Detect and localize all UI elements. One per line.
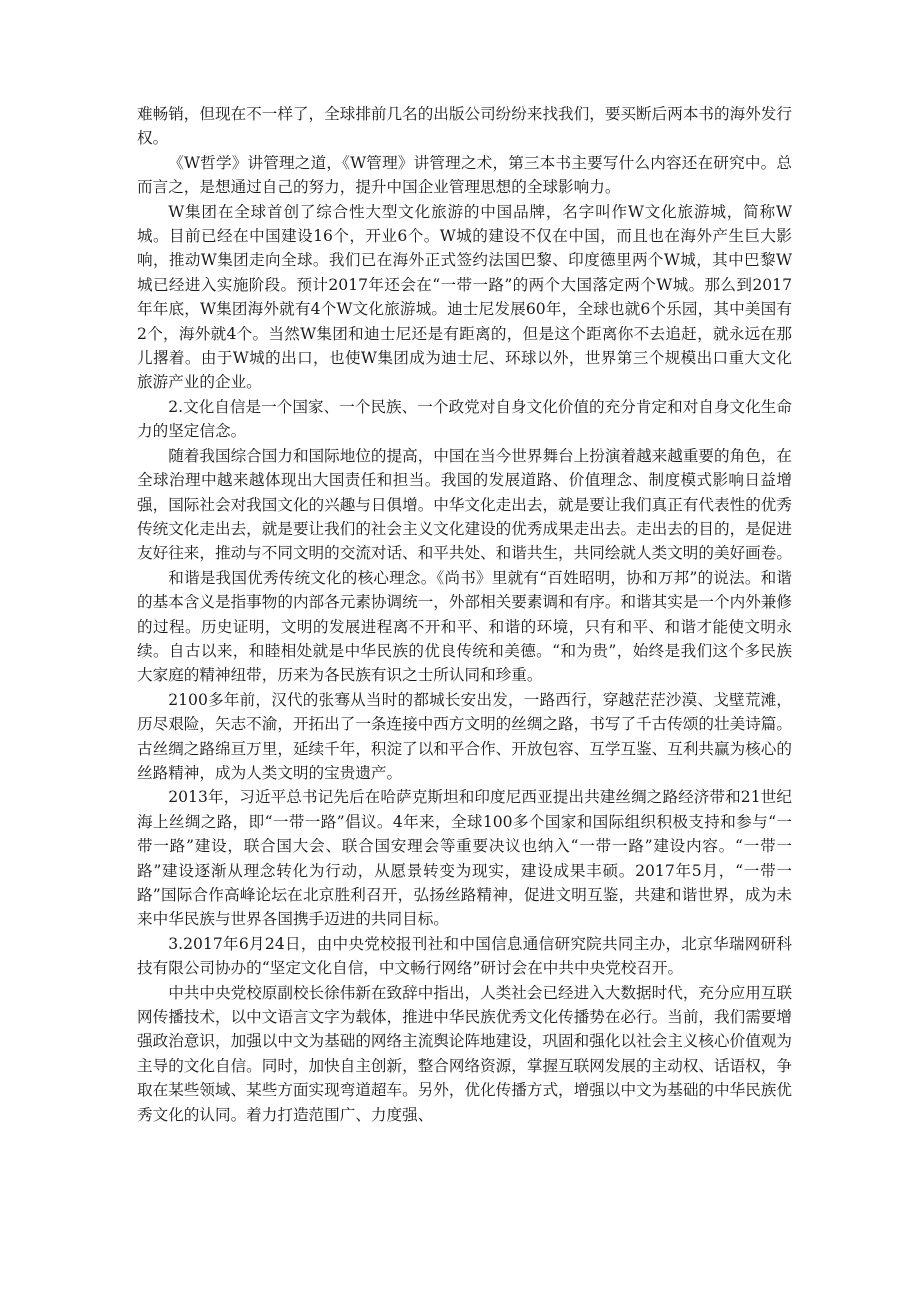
paragraph-silk-road-history: 2100多年前，汉代的张骞从当时的都城长安出发，一路西行，穿越茫茫沙漠、戈壁荒滩，历尽艰险，矢志不渝，开拓出了一条连接中西方文明的丝绸之路，书写了千古传颂的壮美诗篇。古丝绸之路绵亘万里，延续千年，积淀了以和平合作、开放包容、互学互鉴、互利共赢为核心的丝路精神，成为人类文明的宝贵遗产。 xyxy=(137,690,792,782)
document-page xyxy=(137,102,792,1127)
paragraph-w-philosophy: 《W哲学》讲管理之道，《W管理》讲管理之术，第三本书主要写什么内容还在研究中。总而言之，是想通过自己的努力，提升中国企业管理思想的全球影响力。 xyxy=(137,153,792,197)
paragraph-belt-and-road: 2013年，习近平总书记先后在哈萨克斯坦和印度尼西亚提出共建丝绸之路经济带和21世纪海上丝绸之路，即“一带一路”倡议。4年来，全球100多个国家和国际组织积极支持和参与“一带一路”建设，联合国大会、联合国安理会等重要决议也纳入“一带一路”建设内容。“一带一路”建设逐渐从理念转化为行动，从愿景转变为现实，建设成果丰硕。2017年5月，“一带一路”国际合作高峰论坛在北京胜利召开，弘扬丝路精神，促进文明互鉴，共建和谐世界，成为未来中华民族与世界各国携手迈进的共同目标。 xyxy=(137,788,792,929)
paragraph-speech: 中共中央党校原副校长徐伟新在致辞中指出，人类社会已经进入大数据时代，充分应用互联网传播技术，以中文语言文字为载体，推进中华民族优秀文化传播势在必行。当前，我们需要增强政治意识，加强以中文为基础的网络主流舆论阵地建设，巩固和强化以社会主义核心价值观为主导的文化自信。同时，加快自主创新，整合网络资源，掌握互联网发展的主动权、话语权，争取在某些领域、某些方面实现弯道超车。另外，优化传播方式，增强以中文为基础的中华民族优秀文化的认同。着力打造范围广、力度强、 xyxy=(137,983,792,1124)
paragraph-w-group-tourism: W集团在全球首创了综合性大型文化旅游的中国品牌，名字叫作W文化旅游城，简称W城。目前已经在中国建设16个，开业6个。W城的建设不仅在中国，而且也在海外产生巨大影响，推动W集团走向全球。我们已在海外正式签约法国巴黎、印度德里两个W城，其中巴黎W城已经进入实施阶段。预计2017年还会在“一带一路”的两个大国落定两个W城。那么到2017年年底，W集团海外就有4个W文化旅游城。迪士尼发展60年，全球也就6个乐园，其中美国有2个，海外就4个。当然W集团和迪士尼还是有距离的，但是这个距离你不去追赶，就永远在那儿撂着。由于W城的出口，也使W集团成为迪士尼、环球以外，世界第三个规模出口重大文化旅游产业的企业。 xyxy=(137,202,792,392)
paragraph-harmony: 和谐是我国优秀传统文化的核心理念。《尚书》里就有“百姓昭明，协和万邦”的说法。和谐的基本含义是指事物的内部各元素协调统一，外部相关要素调和有序。和谐其实是一个内外兼修的过程。历史证明，文明的发展进程离不开和平、和谐的环境，只有和平、和谐才能使文明永续。自古以来，和睦相处就是中华民族的优良传统和美德。“和为贵”，始终是我们这个多民族大家庭的精神纽带，历来为各民族有识之士所认同和珍重。 xyxy=(137,568,792,685)
paragraph-item-3-seminar: 3.2017年6月24日，由中央党校报刊社和中国信息通信研究院共同主办，北京华瑞网研科技有限公司协办的“坚定文化自信，中文畅行网络”研讨会在中共中央党校召开。 xyxy=(137,934,792,978)
paragraph-continuation: 难畅销，但现在不一样了，全球排前几名的出版公司纷纷来找我们，要买断后两本书的海外发行权。 xyxy=(137,105,792,148)
paragraph-chinese-culture-going-out: 随着我国综合国力和国际地位的提高，中国在当今世界舞台上扮演着越来越重要的角色，在全球治理中越来越体现出大国责任和担当。我国的发展道路、价值理念、制度模式影响日益增强，国际社会对我国文化的兴趣与日俱增。中华文化走出去，就是要让我们真正有代表性的优秀传统文化走出去，就是要让我们的社会主义文化建设的优秀成果走出去。走出去的目的，是促进友好往来，推动与不同文明的交流对话、和平共处、和谐共生，共同绘就人类文明的美好画卷。 xyxy=(137,446,792,563)
paragraph-item-2-cultural-confidence: 2.文化自信是一个国家、一个民族、一个政党对自身文化价值的充分肯定和对自身文化生命力的坚定信念。 xyxy=(137,397,792,441)
